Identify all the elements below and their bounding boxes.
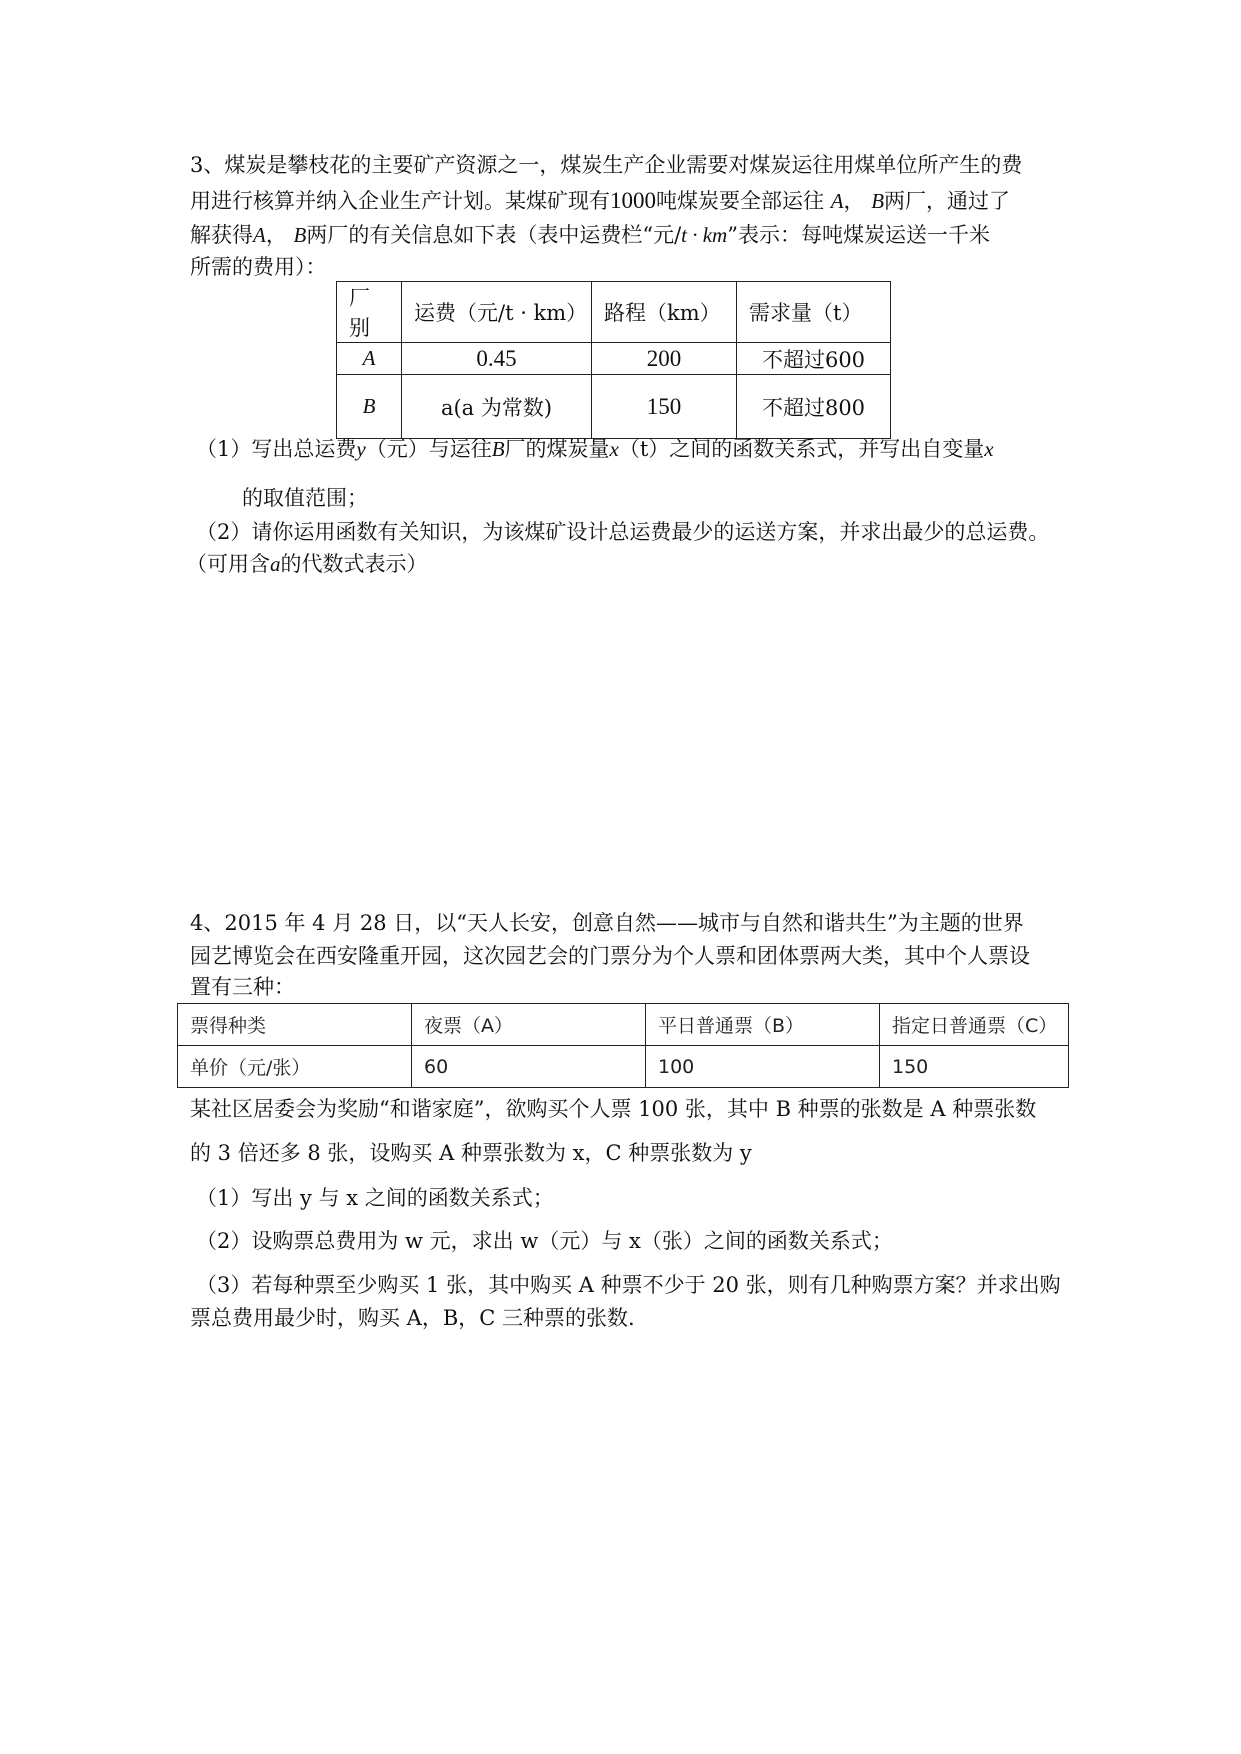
p3-q2-var-a: a bbox=[270, 552, 281, 576]
p3-q1-text-e: 的取值范围； bbox=[242, 486, 368, 510]
p3-line-2-text-a: 用进行核算并纳入企业生产计划。某煤矿现有 bbox=[190, 189, 610, 213]
p3-question-2 bbox=[196, 517, 1066, 547]
p4-q3-text-a: （3）若每种票至少购买 1 张，其中购买 A 种票不少于 20 张，则有几种购票方案？并求出购 bbox=[196, 1273, 1061, 1297]
p4-question-3 bbox=[196, 1270, 1066, 1300]
p3-unit-tkm: t · km bbox=[681, 223, 728, 247]
p3-table-row-a bbox=[337, 343, 891, 375]
p3-q1-var-x-2: x bbox=[984, 437, 994, 461]
p3-th-cost: 运费（元/t · km） bbox=[402, 282, 592, 343]
p4-question-3-cont bbox=[190, 1303, 1060, 1333]
p4-th-b: 平日普通票（B） bbox=[646, 1004, 880, 1046]
p3-td-dist-b: 150 bbox=[592, 375, 737, 439]
p3-factory-a-2: A bbox=[253, 223, 266, 247]
p3-table-header-row bbox=[337, 282, 891, 343]
p4-question-2 bbox=[196, 1226, 1066, 1256]
p4-line-3 bbox=[190, 972, 1060, 1002]
p4-td-price-c: 150 bbox=[880, 1046, 1069, 1088]
p4-td-label: 单价（元/张） bbox=[178, 1046, 412, 1088]
p4-line-1-text: 4、2015 年 4 月 28 日，以“天人长安，创意自然——城市与自然和谐共生”为主题的世界 bbox=[190, 911, 1024, 935]
p3-q2-text-a: （可用含 bbox=[186, 552, 270, 576]
p3-line-4-text: 所需的费用）： bbox=[190, 255, 327, 279]
p4-th-c: 指定日普通票（C） bbox=[880, 1004, 1069, 1046]
p4-line-4 bbox=[190, 1094, 1060, 1124]
p4-th-type: 票得种类 bbox=[178, 1004, 412, 1046]
p3-factory-b-2: B bbox=[293, 223, 307, 247]
p3-line-3-text-a: 解获得 bbox=[190, 223, 253, 247]
p3-question-1 bbox=[196, 434, 1066, 464]
p3-th-demand: 需求量（t） bbox=[737, 282, 891, 343]
p3-line-4 bbox=[190, 252, 1060, 282]
p4-q3-text-b: 票总费用最少时，购买 A，B，C 三种票的张数. bbox=[190, 1306, 635, 1330]
p3-line-2-text-c: 两厂，通过了 bbox=[884, 189, 1011, 213]
p4-line-3-text: 置有三种： bbox=[190, 975, 295, 999]
p3-line-3-text-c: ”表示：每吨煤炭运送一千米 bbox=[727, 223, 990, 247]
p4-line-1 bbox=[190, 908, 1060, 938]
p4-table-header-row bbox=[178, 1004, 1069, 1046]
p3-line-3: 解获得A， B两厂的有关信息如下表（表中运费栏“元/t · km”表示：每吨煤炭运送一千米 bbox=[190, 223, 990, 247]
p3-info-table bbox=[336, 281, 891, 439]
p3-question-2-cont bbox=[186, 549, 1056, 579]
p3-td-factory-a: A bbox=[337, 343, 402, 375]
p4-line-2-text: 园艺博览会在西安隆重开园，这次园艺会的门票分为个人票和团体票两大类，其中个人票设 bbox=[190, 944, 1030, 968]
p3-td-factory-b: B bbox=[337, 375, 402, 439]
p3-td-dist-a: 200 bbox=[592, 343, 737, 375]
p3-td-demand-b: 不超过800 bbox=[737, 375, 891, 439]
p3-tons-number: 1000 bbox=[610, 188, 656, 213]
p3-table-row-b bbox=[337, 375, 891, 439]
p4-td-price-a: 60 bbox=[412, 1046, 646, 1088]
p3-question-1-cont bbox=[242, 483, 1112, 513]
p4-ticket-table bbox=[177, 1003, 1069, 1088]
p3-line-3-text-b: 两厂的有关信息如下表（表中运费栏“元/ bbox=[306, 223, 682, 247]
p4-q1-text: （1）写出 y 与 x 之间的函数关系式； bbox=[196, 1186, 554, 1210]
p4-q2-text: （2）设购票总费用为 w 元，求出 w（元）与 x（张）之间的函数关系式； bbox=[196, 1229, 893, 1253]
p3-line-2: 用进行核算并纳入企业生产计划。某煤矿现有1000吨煤炭要全部运往 A， B两厂，通过了 bbox=[190, 188, 1011, 213]
p4-th-a: 夜票（A） bbox=[412, 1004, 646, 1046]
p4-line-4-text: 某社区居委会为奖励“和谐家庭”，欲购买个人票 100 张，其中 B 种票的张数是 A 种票张数 bbox=[190, 1097, 1037, 1121]
p3-q1-text-a: （1）写出总运费 bbox=[196, 437, 357, 461]
p3-th-factory: 厂别 bbox=[337, 282, 402, 343]
p4-line-5 bbox=[190, 1138, 1060, 1168]
p3-td-cost-b: a(a 为常数) bbox=[402, 375, 592, 439]
p4-line-5-text: 的 3 倍还多 8 张，设购买 A 种票张数为 x，C 种票张数为 y bbox=[190, 1141, 752, 1165]
p4-table-price-row bbox=[178, 1046, 1069, 1088]
p3-line-1-text: 3、煤炭是攀枝花的主要矿产资源之一，煤炭生产企业需要对煤炭运往用煤单位所产生的费 bbox=[190, 153, 1023, 177]
p3-q2-text: （2）请你运用函数有关知识，为该煤矿设计总运费最少的运送方案，并求出最少的总运费。 bbox=[196, 520, 1050, 544]
p3-factory-a: A bbox=[830, 189, 844, 213]
p3-line-1 bbox=[190, 150, 1060, 180]
p4-question-1 bbox=[196, 1183, 1066, 1213]
p3-factory-b: B bbox=[871, 189, 885, 213]
p3-q2-text-b: 的代数式表示） bbox=[280, 552, 428, 576]
p3-line-2-text-b: 吨煤炭要全部运往 bbox=[656, 189, 824, 213]
p3-q1-var-y: y bbox=[356, 437, 366, 461]
p3-q1-factory-b: B bbox=[491, 437, 505, 461]
p3-q1-text-b: （元）与运往 bbox=[365, 437, 492, 461]
p4-line-2 bbox=[190, 941, 1060, 971]
p4-td-price-b: 100 bbox=[646, 1046, 880, 1088]
p3-th-distance: 路程（km） bbox=[592, 282, 737, 343]
p3-td-demand-a: 不超过600 bbox=[737, 343, 891, 375]
p3-q1-text-c: 厂的煤炭量 bbox=[504, 437, 610, 461]
p3-q1-text-d: （t）之间的函数关系式，并写出自变量 bbox=[618, 437, 985, 461]
p3-td-cost-a: 0.45 bbox=[402, 343, 592, 375]
p3-q1-var-x: x bbox=[609, 437, 619, 461]
